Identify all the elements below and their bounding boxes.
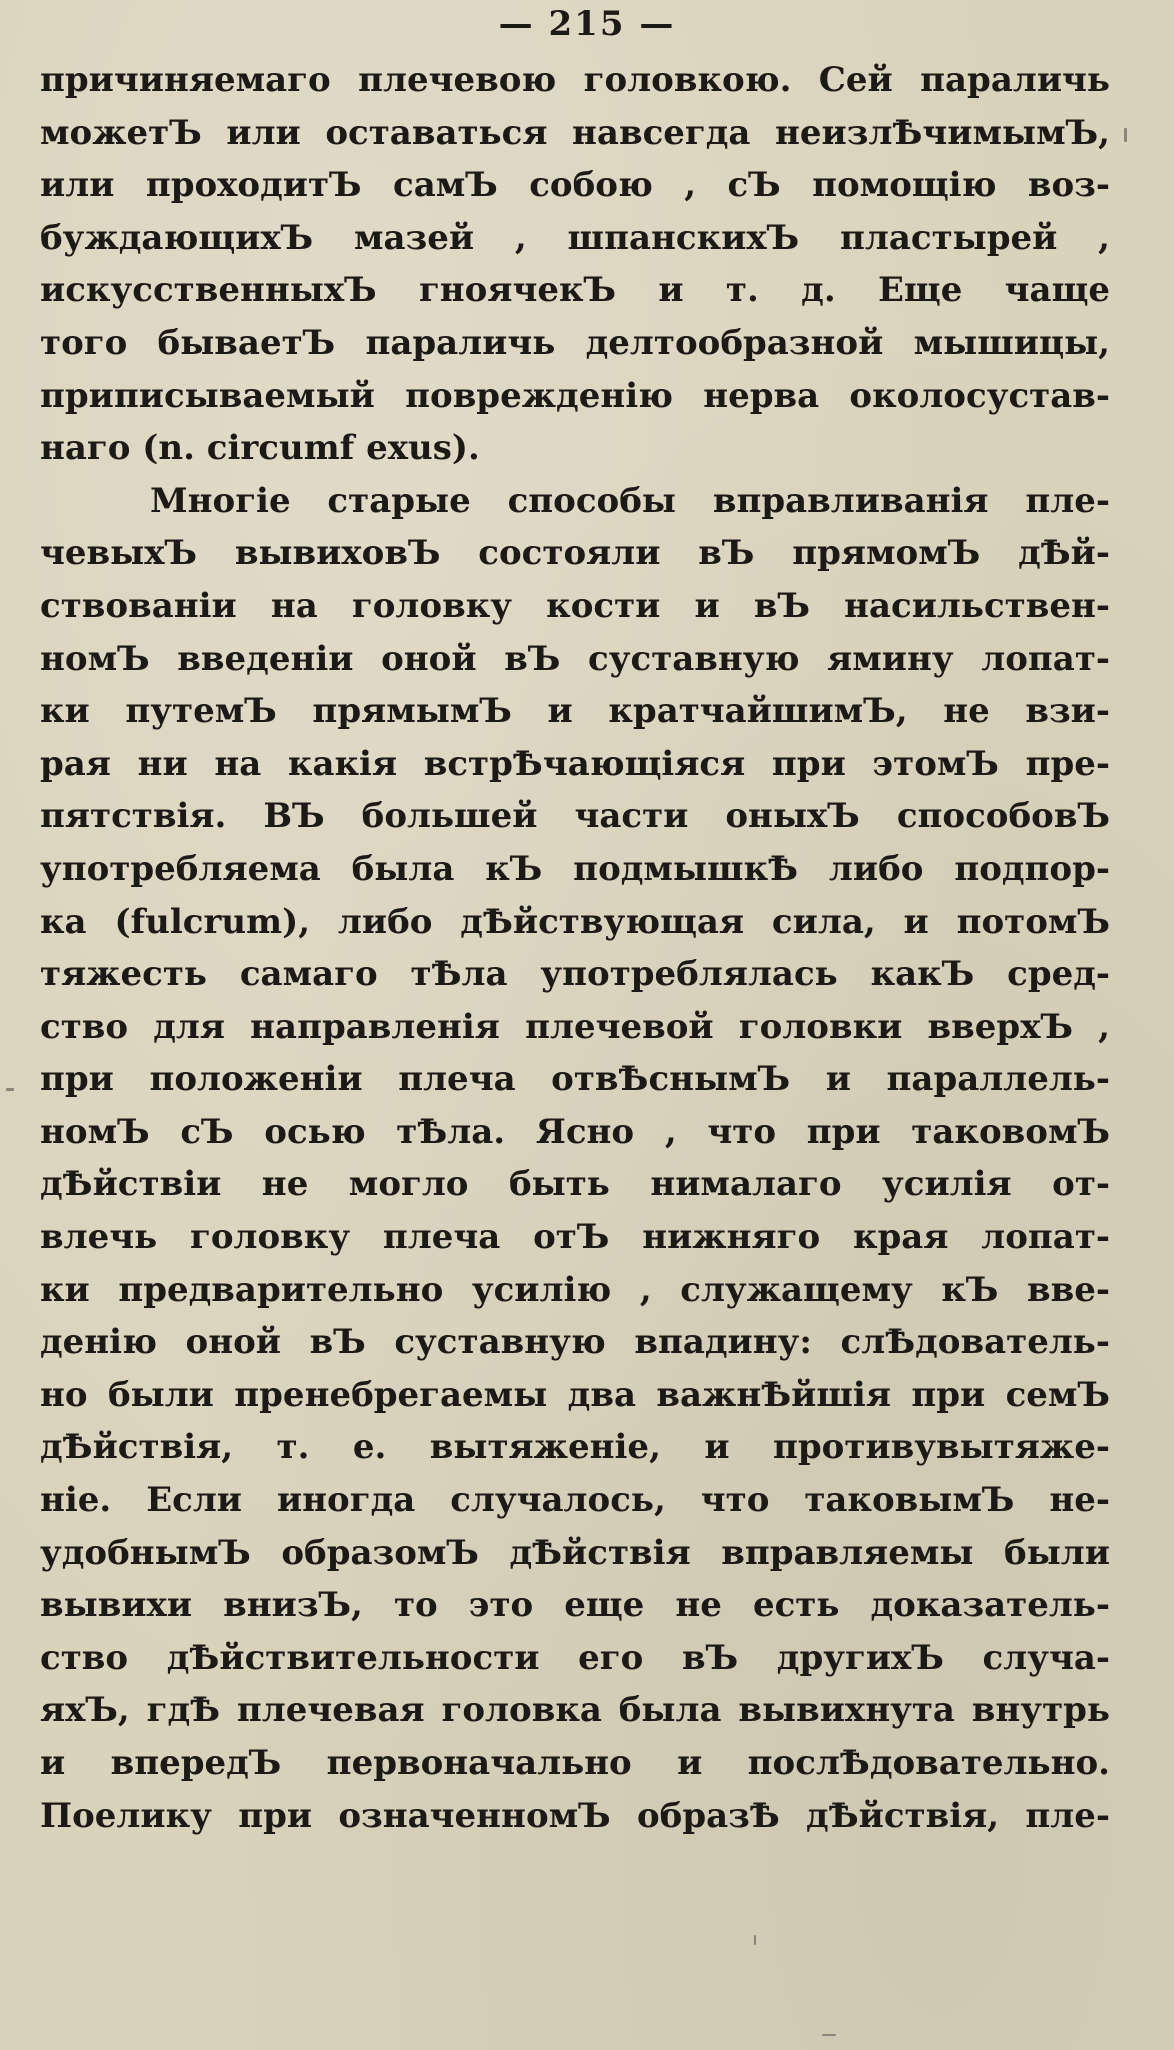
text-line: того бываетЪ параличь делтообразной мышицы, xyxy=(40,322,1110,363)
text-line: но были пренебрегаемы два важнѢйшія при семЪ xyxy=(40,1374,1110,1415)
text-line: искусственныхЪ гноячекЪ и т. д. Еще чаще xyxy=(40,270,1110,311)
text-line: яхЪ, гдѢ плечевая головка была вывихнута внутрь xyxy=(40,1690,1110,1731)
text-line: ки предварительно усилію , служащему кЪ вве- xyxy=(40,1269,1110,1310)
text-line: удобнымЪ образомЪ дѢйствія вправляемы были xyxy=(40,1532,1110,1573)
text-line: рая ни на какія встрѢчающіяся при этомЪ пре- xyxy=(40,743,1110,784)
paragraph-start-line: Многіе старые способы вправливанія пле- xyxy=(150,480,1110,521)
text-line: наго (n. circumf exus). xyxy=(40,428,480,469)
text-line: приписываемый поврежденію нерва околосустав- xyxy=(40,375,1110,416)
body-text xyxy=(40,54,1110,1842)
text-line: ки путемЪ прямымЪ и кратчайшимЪ, не взи- xyxy=(40,691,1110,732)
text-line: ство дѢйствительности его вЪ другихЪ случа- xyxy=(40,1637,1110,1678)
text-line: при положеніи плеча отвѢснымЪ и параллель- xyxy=(40,1059,1110,1100)
text-line: номЪ сЪ осью тѢла. Ясно , что при таковомЪ xyxy=(40,1111,1110,1152)
text-line: и впередЪ первоначально и послѢдовательно. xyxy=(40,1743,1110,1783)
text-line: дѢйствіи не могло быть нималаго усилія от- xyxy=(40,1164,1110,1205)
text-line: номЪ введеніи оной вЪ суставную ямину лопат- xyxy=(40,638,1110,679)
paper-speck xyxy=(822,2034,836,2036)
text-line: вывихи внизЪ, то это еще не есть доказатель- xyxy=(40,1585,1110,1626)
text-line: влечь головку плеча отЪ нижняго края лопат- xyxy=(40,1217,1110,1258)
paper-speck xyxy=(754,1935,756,1945)
text-line: ство для направленія плечевой головки вверхЪ , xyxy=(40,1006,1110,1047)
text-line: дѢйствія, т. е. вытяженіе, и противувытяже- xyxy=(40,1427,1110,1468)
text-line: употребляема была кЪ подмышкѢ либо подпор- xyxy=(40,848,1110,889)
text-line: Поелику при означенномЪ образѢ дѢйствія, пле- xyxy=(40,1795,1110,1836)
text-line: ніе. Если иногда случалось, что таковымЪ не- xyxy=(40,1480,1110,1521)
text-line: ствованіи на головку кости и вЪ насильствен- xyxy=(40,585,1110,626)
text-line: можетЪ или оставаться навсегда неизлѢчимымЪ, xyxy=(40,112,1110,153)
paper-speck xyxy=(1124,128,1127,142)
text-line: тяжесть самаго тѢла употреблялась какЪ сред- xyxy=(40,954,1110,995)
text-line: или проходитЪ самЪ собою , сЪ помощію воз- xyxy=(40,165,1110,206)
text-line: ка (fulcrum), либо дѢйствующая сила, и потомЪ xyxy=(40,901,1110,942)
text-line: буждающихЪ мазей , шпанскихЪ пластырей , xyxy=(40,217,1110,258)
text-line: чевыхЪ вывиховЪ состояли вЪ прямомЪ дѢй- xyxy=(40,533,1110,574)
text-line: денію оной вЪ суставную впадину: слѢдователь- xyxy=(40,1322,1110,1363)
page-number: — 215 — xyxy=(498,4,676,44)
text-line: пятствія. ВЪ большей части оныхЪ способовЪ xyxy=(40,796,1110,837)
paper-speck xyxy=(6,1088,14,1091)
text-line: причиняемаго плечевою головкою. Сей параличь xyxy=(40,60,1110,100)
